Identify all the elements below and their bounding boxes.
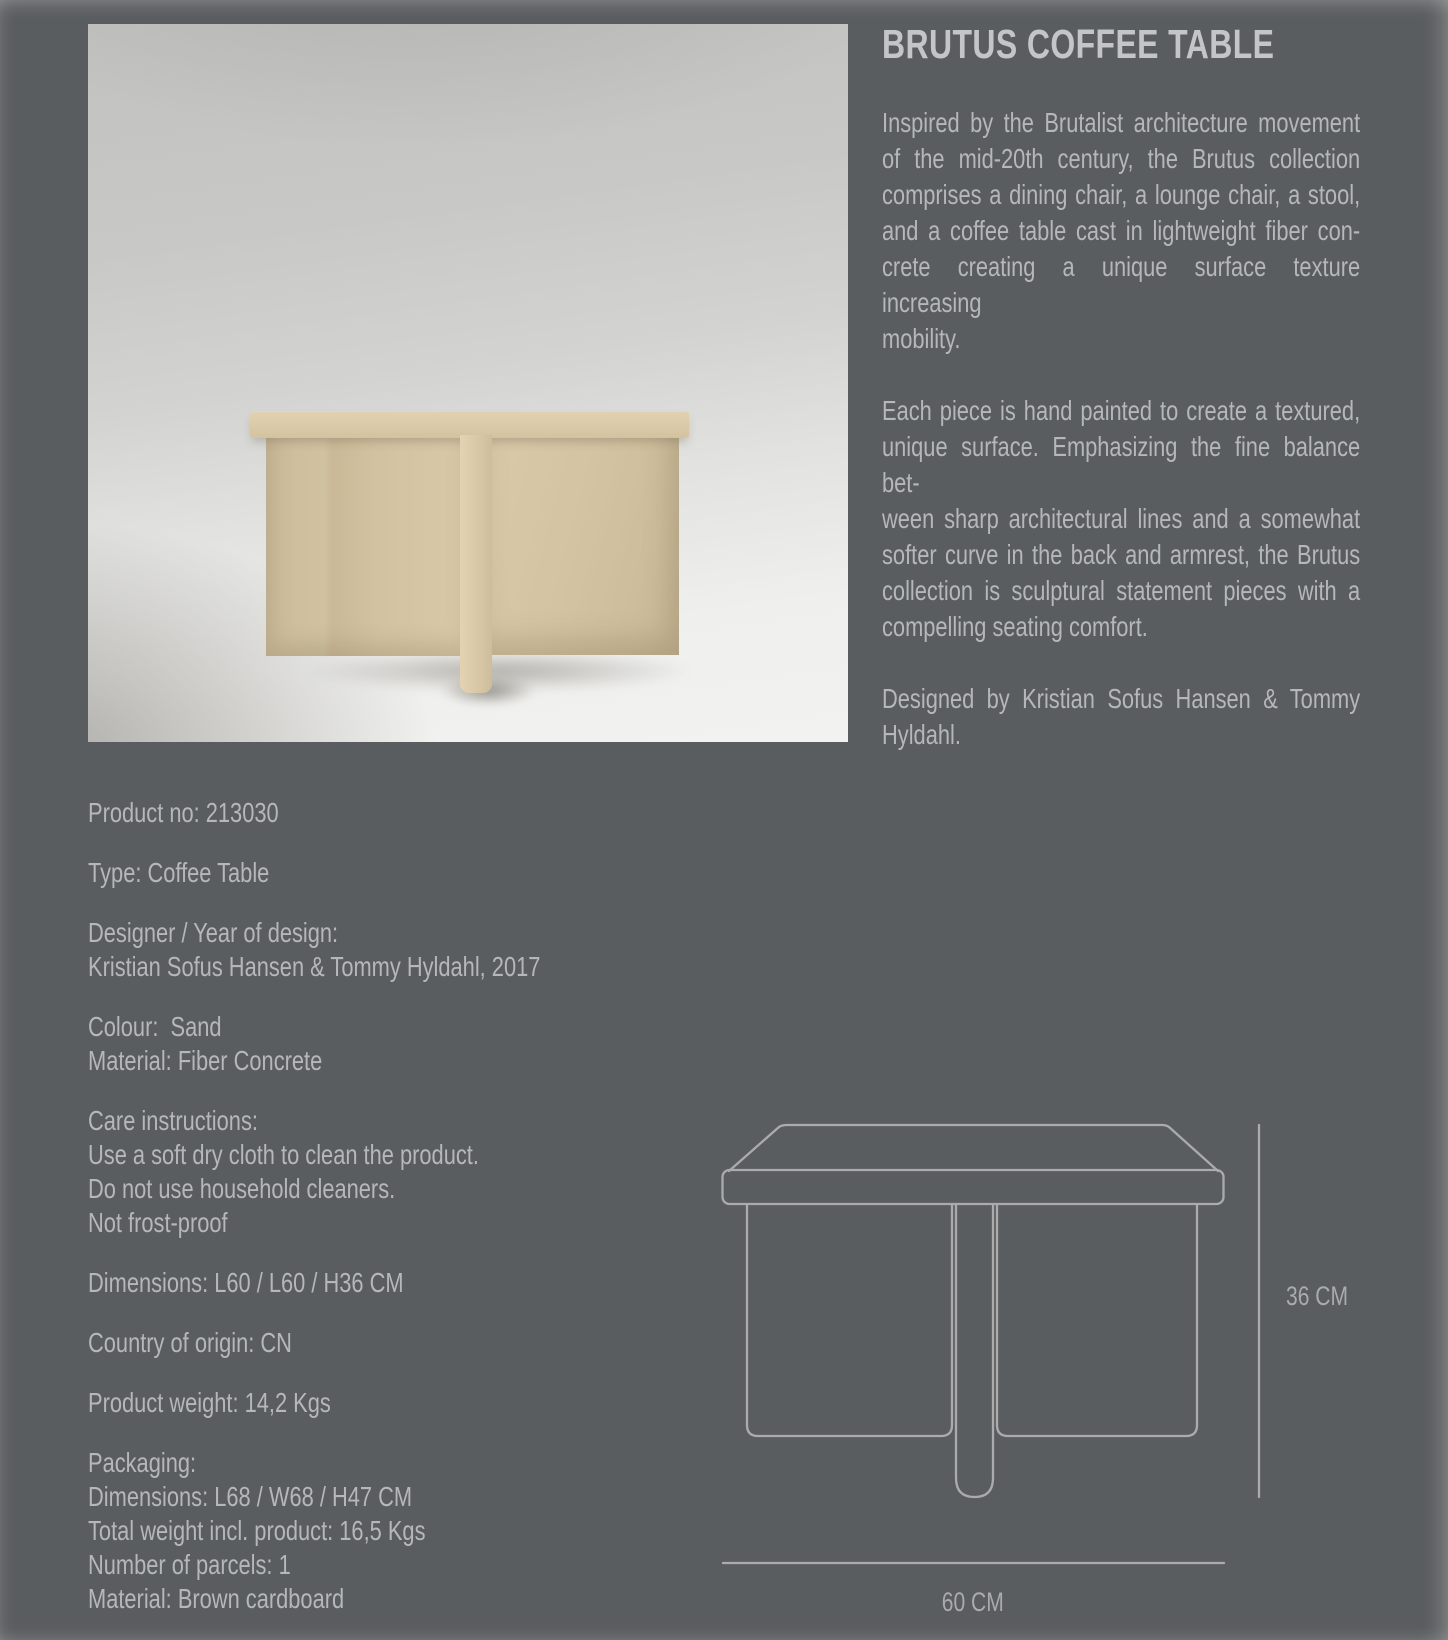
spec-line: Care instructions: bbox=[88, 1105, 258, 1136]
spec-line: Type: Coffee Table bbox=[88, 857, 270, 888]
table-center-leg bbox=[460, 435, 492, 693]
description-line: Each piece is hand painted to create a textured, bbox=[882, 395, 1361, 427]
panel-left-outline bbox=[747, 1204, 952, 1436]
description-line: softer curve in the back and armrest, the Brutus bbox=[882, 539, 1361, 571]
tabletop-band-outline bbox=[723, 1170, 1224, 1204]
height-dimension-label: 36 CM bbox=[1286, 1281, 1349, 1311]
spec-line: Dimensions: L60 / L60 / H36 CM bbox=[88, 1267, 404, 1298]
page-title: BRUTUS COFFEE TABLE bbox=[882, 21, 1275, 67]
description-line: unique surface. Emphasizing the fine balance bet- bbox=[882, 431, 1361, 499]
spec-line: Use a soft dry cloth to clean the product. bbox=[88, 1139, 479, 1170]
spec-line: Kristian Sofus Hansen & Tommy Hyldahl, 2017 bbox=[88, 951, 541, 982]
description-line: collection is sculptural statement pieces with a bbox=[882, 575, 1361, 607]
description-line: and a coffee table cast in lightweight fiber con- bbox=[882, 215, 1361, 247]
spec-line: Total weight incl. product: 16,5 Kgs bbox=[88, 1515, 426, 1546]
tabletop-perspective-outline bbox=[729, 1125, 1218, 1171]
spec-block-weight bbox=[88, 1386, 603, 1420]
spec-line: Do not use household cleaners. bbox=[88, 1173, 396, 1204]
spec-line: Material: Fiber Concrete bbox=[88, 1045, 323, 1076]
description-paragraph-2 bbox=[882, 393, 1360, 645]
description-line: mobility. bbox=[882, 323, 961, 355]
spec-block-designer bbox=[88, 916, 603, 984]
panel-right-outline bbox=[997, 1204, 1197, 1436]
spec-line: Country of origin: CN bbox=[88, 1327, 292, 1358]
spec-line: Not frost-proof bbox=[88, 1207, 228, 1238]
description-line: comprises a dining chair, a lounge chair, a stool, bbox=[882, 179, 1361, 211]
spec-block-colour-material bbox=[88, 1010, 603, 1078]
spec-block-care bbox=[88, 1104, 603, 1240]
description-paragraph-1 bbox=[882, 105, 1360, 357]
product-photo bbox=[88, 24, 848, 742]
description-line: of the mid-20th century, the Brutus collection bbox=[882, 143, 1361, 175]
spec-line: Product weight: 14,2 Kgs bbox=[88, 1387, 331, 1418]
spec-line: Packaging: bbox=[88, 1447, 197, 1478]
description-line: ween sharp architectural lines and a somewhat bbox=[882, 503, 1361, 535]
spec-block-product-no bbox=[88, 796, 603, 830]
description-line: Inspired by the Brutalist architecture movement bbox=[882, 107, 1361, 139]
spec-block-origin bbox=[88, 1326, 603, 1360]
specs-column bbox=[88, 796, 608, 1640]
description-line: Hyldahl. bbox=[882, 719, 961, 751]
spec-block-type bbox=[88, 856, 603, 890]
leg-outline bbox=[956, 1204, 993, 1497]
spec-line: Product no: 213030 bbox=[88, 797, 279, 828]
table-left-panel bbox=[266, 435, 460, 656]
description-line: compelling seating comfort. bbox=[882, 611, 1148, 643]
description-line: crete creating a unique surface texture increasing bbox=[882, 251, 1361, 319]
spec-line: Colour: Sand bbox=[88, 1011, 222, 1042]
spec-line: Dimensions: L68 / W68 / H47 CM bbox=[88, 1481, 413, 1512]
width-dimension-label: 60 CM bbox=[941, 1587, 1005, 1617]
spec-block-packaging bbox=[88, 1446, 603, 1616]
table-top-slab bbox=[250, 411, 689, 438]
spec-line: Material: Brown cardboard bbox=[88, 1583, 345, 1614]
description-column bbox=[882, 22, 1360, 789]
spec-line: Designer / Year of design: bbox=[88, 917, 339, 948]
description-line: Designed by Kristian Sofus Hansen & Tommy bbox=[882, 683, 1361, 715]
description-paragraph-3 bbox=[882, 681, 1360, 753]
table-right-panel bbox=[492, 435, 679, 655]
spec-block-dimensions bbox=[88, 1266, 603, 1300]
spec-line: Number of parcels: 1 bbox=[88, 1549, 291, 1580]
